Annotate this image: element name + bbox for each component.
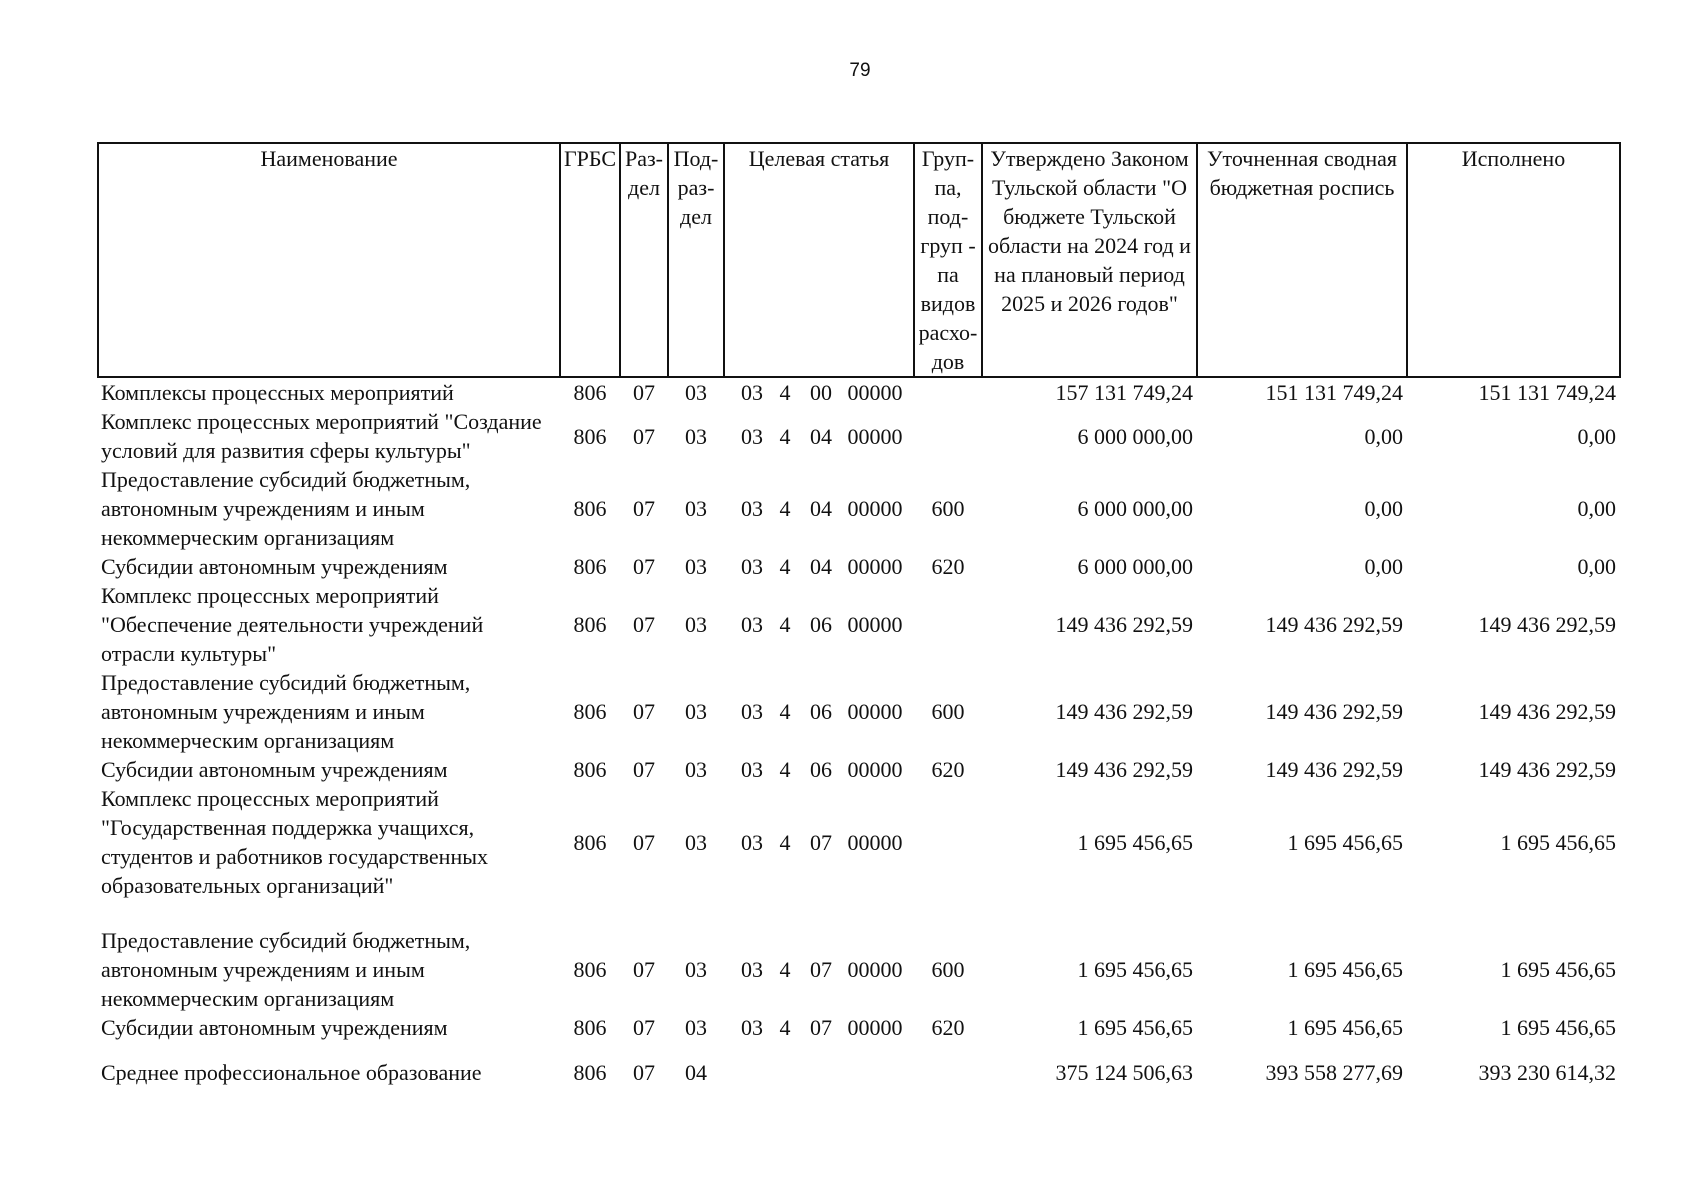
target-article-part: 07	[810, 957, 832, 982]
row-name: Комплексы процессных мероприятий	[101, 380, 454, 405]
target-article-part: 00000	[847, 554, 903, 579]
row-approved: 1 695 456,65	[1077, 957, 1193, 982]
row-refined: 1 695 456,65	[1287, 1015, 1403, 1040]
target-article-part: 03	[741, 380, 763, 405]
row-expense-group: 600	[931, 699, 965, 724]
row-razdel: 07	[633, 1015, 655, 1040]
table-row	[98, 581, 1620, 668]
target-article-part: 03	[741, 757, 763, 782]
row-razdel: 07	[633, 1060, 655, 1085]
row-target-article	[724, 1042, 914, 1087]
table-row	[98, 668, 1620, 755]
row-grbs: 806	[573, 554, 607, 579]
row-refined: 0,00	[1364, 554, 1403, 579]
row-podrazdel: 03	[685, 380, 707, 405]
row-name: Комплекс процессных мероприятий "Создание условий для развития сферы культуры"	[101, 409, 542, 463]
row-executed: 1 695 456,65	[1500, 1015, 1616, 1040]
row-expense-group	[914, 407, 982, 465]
target-article-part: 06	[810, 757, 832, 782]
row-refined: 0,00	[1364, 423, 1403, 449]
row-approved: 149 436 292,59	[1055, 757, 1193, 782]
target-article-part: 00	[810, 380, 832, 405]
row-name: Комплекс процессных мероприятий "Обеспечение деятельности учреждений отрасли культуры"	[101, 583, 484, 666]
row-expense-group: 620	[931, 1015, 965, 1040]
target-article-part: 03	[741, 829, 763, 855]
table-row	[98, 900, 1620, 1013]
table-row	[98, 377, 1620, 407]
header-approved: Утверждено Законом Тульской области "О бюджете Тульской области на 2024 год и на плановый период 2025 и 2026 годов"	[982, 143, 1197, 377]
target-article-part: 03	[741, 612, 763, 637]
header-expense-group: Груп-па, под-груп - па видов расхо-дов	[914, 143, 982, 377]
row-razdel: 07	[633, 380, 655, 405]
row-grbs: 806	[573, 380, 607, 405]
row-razdel: 07	[633, 829, 655, 855]
row-podrazdel: 03	[685, 423, 707, 449]
target-article-part: 4	[779, 829, 791, 855]
target-article-part: 06	[810, 612, 832, 637]
target-article-part: 4	[779, 380, 791, 405]
target-article-part: 4	[779, 699, 791, 724]
target-article-part: 00000	[847, 380, 903, 405]
target-article-part: 00000	[847, 699, 903, 724]
row-name: Предоставление субсидий бюджетным, автономным учреждениям и иным некоммерческим организациям	[101, 467, 471, 550]
row-target-article	[724, 377, 914, 407]
row-razdel: 07	[633, 554, 655, 579]
row-executed: 149 436 292,59	[1478, 612, 1616, 637]
table-body	[98, 377, 1620, 1087]
row-grbs: 806	[573, 957, 607, 982]
target-article-part: 00000	[847, 612, 903, 637]
row-expense-group	[914, 377, 982, 407]
header-name: Наименование	[98, 143, 560, 377]
row-executed: 0,00	[1577, 423, 1616, 449]
row-podrazdel: 03	[685, 757, 707, 782]
target-article-part: 00000	[847, 829, 903, 855]
table-row	[98, 784, 1620, 900]
row-name: Предоставление субсидий бюджетным, автономным учреждениям и иным некоммерческим организациям	[101, 670, 471, 753]
target-article-part: 07	[810, 829, 832, 855]
target-article-part: 04	[810, 423, 832, 449]
row-approved: 6 000 000,00	[1077, 554, 1193, 579]
row-target-article	[724, 668, 914, 755]
budget-execution-table	[97, 142, 1621, 1087]
header-podrazdel: Под-раз-дел	[668, 143, 724, 377]
row-expense-group	[914, 1042, 982, 1087]
row-approved: 6 000 000,00	[1077, 423, 1193, 449]
target-article-part: 03	[741, 423, 763, 449]
page-number: 79	[849, 60, 871, 81]
row-refined: 151 131 749,24	[1265, 380, 1403, 405]
row-executed: 1 695 456,65	[1500, 829, 1616, 855]
table-row	[98, 465, 1620, 552]
table-row	[98, 407, 1620, 465]
row-refined: 1 695 456,65	[1287, 829, 1403, 855]
row-executed: 0,00	[1577, 554, 1616, 579]
target-article-part: 4	[779, 554, 791, 579]
target-article-part: 4	[779, 1015, 791, 1040]
row-expense-group: 600	[931, 957, 965, 982]
target-article-part: 00000	[847, 423, 903, 449]
row-approved: 1 695 456,65	[1077, 829, 1193, 855]
row-razdel: 07	[633, 423, 655, 449]
row-executed: 1 695 456,65	[1500, 957, 1616, 982]
row-podrazdel: 03	[685, 699, 707, 724]
row-target-article	[724, 407, 914, 465]
row-grbs: 806	[573, 1015, 607, 1040]
row-razdel: 07	[633, 699, 655, 724]
target-article-part: 06	[810, 699, 832, 724]
row-executed: 151 131 749,24	[1478, 380, 1616, 405]
row-target-article	[724, 552, 914, 581]
row-expense-group	[914, 581, 982, 668]
row-refined: 393 558 277,69	[1265, 1060, 1403, 1085]
row-name: Предоставление субсидий бюджетным, автономным учреждениям и иным некоммерческим организациям	[101, 928, 471, 1011]
row-grbs: 806	[573, 829, 607, 855]
target-article-part: 03	[741, 1015, 763, 1040]
target-article-part: 00000	[847, 1015, 903, 1040]
row-approved: 375 124 506,63	[1055, 1060, 1193, 1085]
row-razdel: 07	[633, 757, 655, 782]
row-refined: 1 695 456,65	[1287, 957, 1403, 982]
row-executed: 149 436 292,59	[1478, 757, 1616, 782]
row-razdel: 07	[633, 612, 655, 637]
row-grbs: 806	[573, 757, 607, 782]
target-article-part: 4	[779, 957, 791, 982]
row-target-article	[724, 755, 914, 784]
row-name: Среднее профессиональное образование	[101, 1060, 482, 1085]
row-razdel: 07	[633, 496, 655, 521]
row-grbs: 806	[573, 423, 607, 449]
row-target-article	[724, 784, 914, 900]
header-razdel: Раз-дел	[620, 143, 668, 377]
row-approved: 1 695 456,65	[1077, 1015, 1193, 1040]
row-podrazdel: 03	[685, 829, 707, 855]
table-row	[98, 552, 1620, 581]
target-article-part: 03	[741, 957, 763, 982]
row-expense-group	[914, 784, 982, 900]
row-expense-group: 620	[931, 554, 965, 579]
target-article-part: 03	[741, 496, 763, 521]
row-target-article	[724, 581, 914, 668]
header-grbs: ГРБС	[560, 143, 620, 377]
row-approved: 6 000 000,00	[1077, 496, 1193, 521]
target-article-part: 4	[779, 612, 791, 637]
target-article-part: 04	[810, 496, 832, 521]
header-target-article: Целевая статья	[724, 143, 914, 377]
row-name: Субсидии автономным учреждениям	[101, 554, 448, 579]
target-article-part: 04	[810, 554, 832, 579]
row-razdel: 07	[633, 957, 655, 982]
row-name: Субсидии автономным учреждениям	[101, 757, 448, 782]
row-approved: 157 131 749,24	[1055, 380, 1193, 405]
target-article-part: 4	[779, 496, 791, 521]
row-target-article	[724, 900, 914, 1013]
row-podrazdel: 03	[685, 612, 707, 637]
row-name: Комплекс процессных мероприятий "Государственная поддержка учащихся, студентов и работников государственных образовательных организаций"	[101, 786, 489, 898]
target-article-part: 4	[779, 423, 791, 449]
row-approved: 149 436 292,59	[1055, 699, 1193, 724]
target-article-part: 03	[741, 554, 763, 579]
target-article-part: 03	[741, 699, 763, 724]
row-expense-group: 600	[931, 496, 965, 521]
row-podrazdel: 03	[685, 957, 707, 982]
row-refined: 149 436 292,59	[1265, 699, 1403, 724]
row-podrazdel: 03	[685, 496, 707, 521]
table-row	[98, 1042, 1620, 1087]
row-refined: 149 436 292,59	[1265, 612, 1403, 637]
target-article-part: 4	[779, 757, 791, 782]
row-grbs: 806	[573, 699, 607, 724]
target-article-part: 00000	[847, 957, 903, 982]
target-article-part: 00000	[847, 757, 903, 782]
table-row	[98, 1013, 1620, 1042]
row-target-article	[724, 465, 914, 552]
row-name: Субсидии автономным учреждениям	[101, 1015, 448, 1040]
row-refined: 0,00	[1364, 496, 1403, 521]
table-row	[98, 755, 1620, 784]
row-grbs: 806	[573, 612, 607, 637]
row-podrazdel: 04	[685, 1060, 707, 1085]
row-refined: 149 436 292,59	[1265, 757, 1403, 782]
row-expense-group: 620	[931, 757, 965, 782]
table-header-row	[98, 143, 1620, 377]
header-executed: Исполнено	[1407, 143, 1620, 377]
row-target-article	[724, 1013, 914, 1042]
row-executed: 393 230 614,32	[1478, 1060, 1616, 1085]
row-podrazdel: 03	[685, 1015, 707, 1040]
row-executed: 149 436 292,59	[1478, 699, 1616, 724]
row-grbs: 806	[573, 496, 607, 521]
row-executed: 0,00	[1577, 496, 1616, 521]
row-podrazdel: 03	[685, 554, 707, 579]
target-article-part: 07	[810, 1015, 832, 1040]
row-approved: 149 436 292,59	[1055, 612, 1193, 637]
header-refined: Уточненная сводная бюджетная роспись	[1197, 143, 1407, 377]
row-grbs: 806	[573, 1060, 607, 1085]
target-article-part: 00000	[847, 496, 903, 521]
